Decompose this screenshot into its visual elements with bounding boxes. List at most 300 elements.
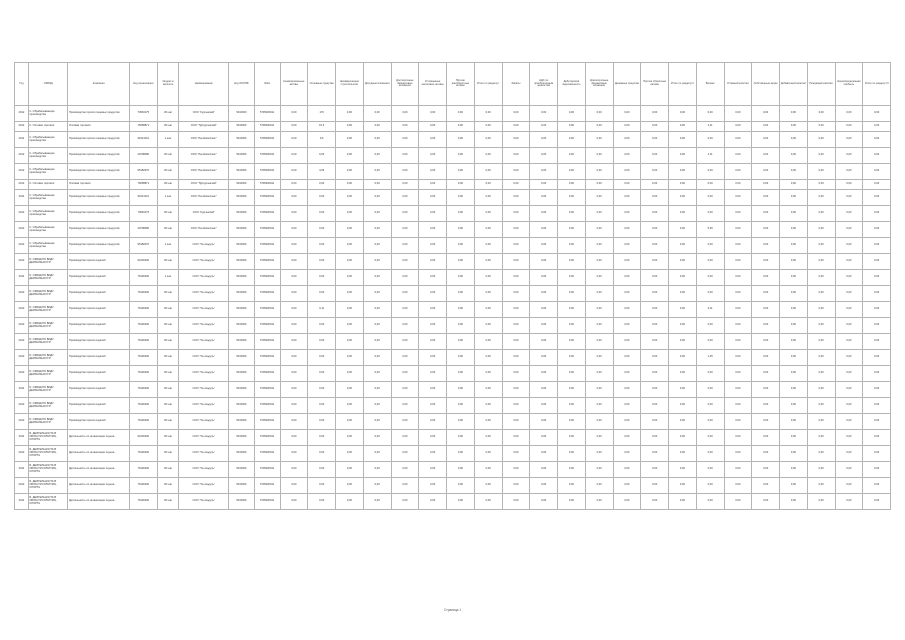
table-cell: 70126400 [129,350,157,366]
table-cell: 0,00 [835,206,863,222]
table-cell: 5416000 [229,366,255,382]
table-cell: 0,00 [641,366,669,382]
table-cell: 0,00 [447,350,475,366]
cell-okved: N. ОКВЭД ПО ВИДУ ДЕЯТЕЛЬНОСТИ [28,398,68,414]
table-cell: 0,00 [613,398,641,414]
table-cell: 0,00 [780,382,808,398]
table-cell: 0,00 [863,238,891,254]
table-cell: 0,00 [835,462,863,478]
cell-okved: N. ОКВЭД ПО ВИДУ ДЕЯТЕЛЬНОСТИ [28,254,68,270]
table-cell: 70126400 [129,446,157,462]
cell-okved: С. Оптовая торговля [28,122,68,132]
table-cell: 0,00 [807,238,835,254]
cell-year: 2012 [15,180,29,190]
cell-activity: Деятельность по организации отдыха [68,430,129,446]
table-row [15,132,891,148]
table-cell: 0,00 [752,414,780,430]
table-cell: 0,00 [474,148,502,164]
table-cell: 0,00 [391,238,419,254]
table-cell: 0,00 [308,148,336,164]
cell-okved: R. ДЕЯТЕЛЬНОСТЬ В ОБЛАСТИ КУЛЬТУРЫ, СПОРТА [28,446,68,462]
table-cell: 0,00 [391,132,419,148]
table-cell: 0,00 [724,132,752,148]
table-cell: 5705200911 [254,132,280,148]
table-cell: 0,00 [558,132,586,148]
table-cell: 0,00 [669,302,697,318]
table-cell: 0,00 [336,270,364,286]
table-cell: 5416000 [229,254,255,270]
table-cell: 36 шаг [157,478,179,494]
table-cell: 0,00 [447,494,475,510]
table-cell: 0,00 [807,286,835,302]
cell-activity: Производство прочих изделий [68,414,129,430]
table-cell: 0,00 [585,478,613,494]
table-cell: 0,00 [363,180,391,190]
table-cell: 0,00 [558,180,586,190]
table-cell: 0,00 [863,414,891,430]
table-cell: 5416000 [229,238,255,254]
table-cell: 0,00 [336,446,364,462]
table-cell: 0,00 [363,190,391,206]
table-cell: 0,00 [308,270,336,286]
table-cell: 5705200911 [254,462,280,478]
table-cell: 70663175 [129,106,157,122]
table-cell: 0,00 [502,494,530,510]
table-cell: 5705200911 [254,238,280,254]
table-cell: 5705200911 [254,270,280,286]
table-cell: ООО "Тех-модуль" [179,318,229,334]
table-cell: 0,00 [280,180,308,190]
table-cell: 5705200911 [254,494,280,510]
table-cell: 0,00 [502,180,530,190]
cell-year: 2012 [15,398,29,414]
table-cell: 0,00 [308,350,336,366]
cell-year: 2012 [15,238,29,254]
table-cell: 0,00 [558,270,586,286]
table-cell: ООО "Тех-модуль" [179,414,229,430]
table-cell: 0,00 [447,286,475,302]
table-cell: 0,00 [585,462,613,478]
cell-activity: Деятельность по организации отдыха [68,446,129,462]
table-cell: ООО "Тех-модуль" [179,270,229,286]
table-cell: 0,00 [724,122,752,132]
table-cell: 0,00 [530,350,558,366]
cell-year: 2012 [15,164,29,180]
table-cell: 0,00 [363,206,391,222]
table-cell: 0,00 [752,446,780,462]
table-cell: 0,00 [585,206,613,222]
table-cell: 0,00 [419,334,447,350]
table-cell: 0,00 [724,302,752,318]
table-cell: 0,00 [558,206,586,222]
table-cell: 0,00 [308,318,336,334]
table-cell: 0,00 [724,494,752,510]
column-header: Год [15,63,29,106]
table-row [15,366,891,382]
table-row [15,398,891,414]
table-cell: 0,00 [807,148,835,164]
column-header: Доходные вложения [363,63,391,106]
table-cell: 0,00 [474,398,502,414]
table-cell: 0,00 [474,302,502,318]
table-cell: 5705200911 [254,446,280,462]
cell-okved: R. ДЕЯТЕЛЬНОСТЬ В ОБЛАСТИ КУЛЬТУРЫ, СПОРТА [28,478,68,494]
table-cell: 0,00 [835,238,863,254]
table-cell: 0,00 [280,206,308,222]
table-cell: 76058871 [129,180,157,190]
table-cell: 0,00 [502,414,530,430]
table-row [15,382,891,398]
table-cell: 36 шаг [157,148,179,164]
cell-year: 2012 [15,446,29,462]
table-cell: 70126400 [129,366,157,382]
table-cell: 0,00 [641,302,669,318]
table-cell: 0,00 [585,382,613,398]
table-cell: 0,00 [336,206,364,222]
table-cell: 0,00 [724,414,752,430]
table-cell: 0,00 [807,180,835,190]
table-row [15,106,891,122]
table-cell: 0,00 [419,446,447,462]
table-cell: 0,00 [585,334,613,350]
column-header: Прочие внеоборотные активы [447,63,475,106]
table-cell: 0,00 [863,254,891,270]
table-cell: ООО "ЛесоКомплекс" [179,190,229,206]
cell-okved: R. ДЕЯТЕЛЬНОСТЬ В ОБЛАСТИ КУЛЬТУРЫ, СПОРТА [28,462,68,478]
cell-year: 2011 [15,382,29,398]
cell-activity: Производство прочих изделий [68,254,129,270]
table-cell: 0,00 [780,164,808,180]
table-cell: 0,00 [308,254,336,270]
table-cell: 0,00 [613,270,641,286]
table-cell: 0,00 [669,382,697,398]
table-cell: 0,00 [502,286,530,302]
table-cell: 0,00 [752,270,780,286]
table-cell: 0,00 [807,414,835,430]
cell-activity: Производство прочих изделий [68,366,129,382]
table-cell: 0,00 [502,478,530,494]
table-cell: 0,00 [336,494,364,510]
table-cell: 0,00 [752,318,780,334]
column-header: ИНН [254,63,280,106]
table-cell: 0,00 [280,494,308,510]
table-cell: 5416000 [229,190,255,206]
table-cell: 0,00 [613,254,641,270]
cell-activity: Производство прочих пищевых продуктов [68,206,129,222]
table-cell: 0,00 [807,366,835,382]
table-cell: 70126400 [129,478,157,494]
table-cell: 0,00 [502,254,530,270]
table-cell: 0,00 [752,222,780,238]
table-cell: 0,00 [530,270,558,286]
table-cell: 0,00 [336,382,364,398]
table-cell: 0,00 [336,398,364,414]
table-cell: ООО "Тех-модуль" [179,286,229,302]
table-row [15,318,891,334]
table-cell: 0,00 [585,132,613,148]
table-cell: 0,00 [558,414,586,430]
table-cell: 0,00 [696,414,724,430]
table-cell: 0,00 [724,180,752,190]
table-cell: 0,00 [669,398,697,414]
table-cell: 0,00 [780,148,808,164]
table-cell: 0,00 [641,190,669,206]
column-header: Баланс [696,63,724,106]
table-cell: 0,00 [696,382,724,398]
cell-activity: Производство прочих изделий [68,334,129,350]
table-cell: 0,00 [585,494,613,510]
table-cell: ООО "Тех-модуль" [179,366,229,382]
table-cell: 0,00 [558,334,586,350]
table-cell: 0,00 [807,398,835,414]
table-cell: 15,3 [308,122,336,132]
table-cell: 0,00 [613,446,641,462]
table-cell: 0,00 [419,206,447,222]
table-cell: 0,00 [585,286,613,302]
table-cell: 1 шаг [157,238,179,254]
cell-activity: Производство прочих изделий [68,350,129,366]
table-row [15,222,891,238]
cell-activity: Производство прочих изделий [68,270,129,286]
table-cell: 0,00 [641,350,669,366]
table-cell: 0,00 [724,334,752,350]
table-cell: 0,00 [613,132,641,148]
table-cell: 0,00 [585,238,613,254]
table-cell: 0,00 [724,398,752,414]
table-cell: 0,00 [530,106,558,122]
table-cell: 0,00 [391,398,419,414]
table-cell: 0,00 [752,106,780,122]
table-cell: 0,00 [474,132,502,148]
table-cell: 0,00 [585,222,613,238]
table-cell: 0,00 [863,286,891,302]
table-cell: 0,00 [474,270,502,286]
table-cell: 0,00 [280,478,308,494]
table-cell: 0,00 [308,334,336,350]
spreadsheet-sheet [14,62,890,510]
table-cell: 0,00 [835,350,863,366]
table-cell: ООО "Курганский" [179,106,229,122]
table-cell: 0,00 [641,164,669,180]
table-cell: 0,00 [585,106,613,122]
table-cell: 5416000 [229,206,255,222]
table-cell: 5416000 [229,222,255,238]
table-cell: 1 шаг [157,190,179,206]
table-cell: 0,00 [391,446,419,462]
table-cell: 0,00 [447,148,475,164]
table-cell: 0,00 [585,446,613,462]
table-cell: 0,00 [780,462,808,478]
table-cell: 0,00 [391,122,419,132]
table-cell: 0,00 [363,462,391,478]
column-header: Незавершенное строительство [336,63,364,106]
table-cell: 0,00 [419,318,447,334]
table-cell: 0,00 [613,318,641,334]
table-cell: 5416000 [229,478,255,494]
table-cell: 0,00 [724,366,752,382]
table-cell: 0,00 [280,446,308,462]
table-cell: 0,00 [502,238,530,254]
table-cell: 0,00 [863,430,891,446]
table-cell: 0,00 [696,478,724,494]
table-cell: 0,00 [780,366,808,382]
table-cell: 0,00 [530,430,558,446]
cell-activity: Оптовая торговля [68,122,129,132]
table-cell: 0,00 [280,238,308,254]
table-cell: 0,00 [391,366,419,382]
column-header: Уставный капитал [724,63,752,106]
table-cell: 0,00 [308,190,336,206]
table-cell: 0,00 [752,180,780,190]
table-cell: 2,11 [696,148,724,164]
table-cell: 0,00 [502,164,530,180]
table-cell: 0,00 [613,164,641,180]
table-cell: 0,00 [447,334,475,350]
table-cell: 0,00 [696,430,724,446]
table-cell: 0,00 [447,414,475,430]
table-cell: 36 шаг [157,254,179,270]
table-cell: ООО "Тех-модуль" [179,462,229,478]
table-cell: 90126400 [129,254,157,270]
table-cell: 0,00 [336,238,364,254]
table-cell: 0,00 [502,222,530,238]
table-cell: 0,00 [474,164,502,180]
table-cell: 0,00 [502,446,530,462]
table-cell: 0,00 [835,478,863,494]
table-cell: 0,00 [780,270,808,286]
table-cell: 0,00 [807,318,835,334]
table-cell: 170 [308,106,336,122]
cell-year: 2011 [15,190,29,206]
table-cell: 0,00 [391,206,419,222]
table-header-row [15,63,891,106]
table-cell: 0,00 [280,106,308,122]
table-cell: 0,00 [447,254,475,270]
table-cell: 0,00 [696,398,724,414]
table-cell: 5416000 [229,318,255,334]
column-header: Долгосрочные финансовые вложения [391,63,419,106]
table-cell: 0,00 [308,462,336,478]
table-cell: 0,00 [363,106,391,122]
table-cell: 0,00 [474,180,502,190]
table-cell: 0,00 [835,254,863,270]
table-cell: 0,00 [752,494,780,510]
table-cell: 0,00 [835,318,863,334]
cell-okved: N. ОКВЭД ПО ВИДУ ДЕЯТЕЛЬНОСТИ [28,382,68,398]
table-cell: 0,00 [724,238,752,254]
table-cell: 0,00 [696,238,724,254]
table-cell: 0,00 [474,414,502,430]
cell-year: 2012 [15,334,29,350]
table-cell: 0,00 [308,414,336,430]
page-footer: Страница 1 [443,608,462,612]
table-cell: 0,00 [752,478,780,494]
table-cell: 0,00 [308,238,336,254]
table-cell: 0,00 [502,350,530,366]
table-cell: 0,00 [280,302,308,318]
table-cell: 0,00 [752,164,780,180]
table-cell: 0,00 [419,366,447,382]
table-cell: 0,00 [863,382,891,398]
table-cell: 0,00 [391,106,419,122]
table-cell: 0,00 [530,414,558,430]
cell-okved: С. Обрабатывающие производства [28,190,68,206]
table-cell: 0,00 [502,302,530,318]
table-cell: 0,00 [363,164,391,180]
table-cell: 0,00 [641,238,669,254]
table-cell: 0,00 [280,430,308,446]
table-cell: 0,00 [669,180,697,190]
table-cell: 0,00 [391,462,419,478]
table-cell: 0,00 [336,350,364,366]
table-cell: 70126400 [129,462,157,478]
cell-activity: Производство прочих пищевых продуктов [68,164,129,180]
table-cell: 0,00 [724,350,752,366]
table-cell: 36 шаг [157,164,179,180]
table-cell: 0,00 [807,222,835,238]
table-cell: 0,00 [641,414,669,430]
cell-okved: N. ОКВЭД ПО ВИДУ ДЕЯТЕЛЬНОСТИ [28,270,68,286]
table-cell: 0,00 [474,254,502,270]
table-cell: 0,00 [863,190,891,206]
table-cell: 70126400 [129,286,157,302]
column-header: Отложенные налоговые активы [419,63,447,106]
table-cell: 0,00 [447,222,475,238]
table-cell: 0,00 [696,270,724,286]
table-cell: 36 шаг [157,350,179,366]
table-cell: 0,00 [363,302,391,318]
table-cell: 0,00 [585,164,613,180]
table-cell: 0,00 [752,334,780,350]
table-cell: 5705200911 [254,382,280,398]
table-cell: 0,00 [474,478,502,494]
table-cell: 36 шаг [157,286,179,302]
table-cell: 0,00 [863,350,891,366]
table-cell: 0,00 [613,494,641,510]
table-cell: 0,00 [752,148,780,164]
table-cell: 0,00 [613,462,641,478]
cell-activity: Оптовая торговля [68,180,129,190]
table-cell: 0,00 [336,318,364,334]
table-cell: 1 шаг [157,270,179,286]
table-row [15,334,891,350]
table-cell: 5705200911 [254,414,280,430]
table-row [15,494,891,510]
table-cell: 0,00 [641,430,669,446]
table-cell: 5416000 [229,180,255,190]
table-cell: 0,00 [280,382,308,398]
table-cell: 0,00 [363,494,391,510]
table-cell: 0,00 [474,286,502,302]
table-row [15,238,891,254]
table-cell: 0,00 [669,122,697,132]
table-cell: 0,00 [863,132,891,148]
table-cell: 0,00 [780,350,808,366]
table-cell: 0,00 [558,350,586,366]
table-cell: 0,00 [558,222,586,238]
table-cell: 0,00 [585,430,613,446]
table-cell: 0,00 [391,382,419,398]
table-cell: 0,00 [780,430,808,446]
table-cell: 0,00 [613,122,641,132]
table-cell: 0,00 [447,366,475,382]
table-cell: 0,00 [336,414,364,430]
table-cell: 0,00 [419,350,447,366]
cell-year: 2012 [15,318,29,334]
table-cell: 0,00 [280,318,308,334]
table-cell: 0,00 [724,430,752,446]
table-cell: 0,00 [502,132,530,148]
